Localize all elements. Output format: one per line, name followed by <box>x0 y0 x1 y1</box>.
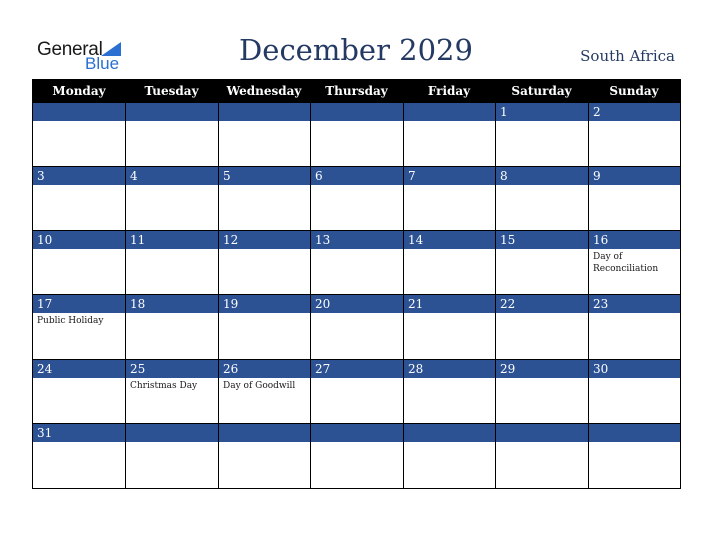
day-number: 6 <box>315 169 323 183</box>
logo-general-text: General <box>37 39 103 60</box>
day-cell <box>218 295 310 359</box>
weekday-header-sunday: Sunday <box>609 84 659 98</box>
calendar-week-row <box>33 231 680 295</box>
day-cell <box>403 295 495 359</box>
calendar-grid <box>32 79 681 489</box>
calendar-week-row <box>33 295 680 359</box>
weekday-header-wednesday: Wednesday <box>226 84 302 98</box>
row-divider <box>33 294 680 295</box>
row-divider <box>33 166 680 167</box>
day-number: 12 <box>223 233 239 247</box>
day-cell <box>218 167 310 231</box>
day-cell <box>495 424 588 488</box>
day-cell <box>33 167 125 231</box>
day-cell <box>588 424 680 488</box>
day-number: 29 <box>500 362 516 376</box>
day-cell <box>495 360 588 424</box>
day-cell <box>310 167 403 231</box>
day-cell <box>218 231 310 295</box>
weekday-header-monday: Monday <box>52 84 106 98</box>
day-cell <box>495 295 588 359</box>
weekday-header-saturday: Saturday <box>511 84 572 98</box>
day-cell <box>125 360 218 424</box>
day-number: 21 <box>408 297 424 311</box>
day-cell <box>125 103 218 167</box>
day-number: 5 <box>223 169 231 183</box>
day-cell <box>403 167 495 231</box>
day-cell <box>495 231 588 295</box>
day-number: 19 <box>223 297 239 311</box>
day-number: 9 <box>593 169 601 183</box>
holiday-label: Public Holiday <box>37 316 104 326</box>
day-number: 30 <box>593 362 609 376</box>
day-cell <box>588 360 680 424</box>
day-cell <box>310 360 403 424</box>
row-divider <box>33 359 680 360</box>
day-number: 27 <box>315 362 331 376</box>
day-cell <box>33 360 125 424</box>
day-cell <box>218 360 310 424</box>
logo-blue-text: Blue <box>85 54 120 73</box>
row-divider <box>33 102 680 103</box>
day-cell <box>588 231 680 295</box>
weekday-header-tuesday: Tuesday <box>144 84 199 98</box>
day-cell <box>403 360 495 424</box>
weekday-header-thursday: Thursday <box>325 84 388 98</box>
day-cell <box>310 295 403 359</box>
day-cell <box>403 231 495 295</box>
day-number: 4 <box>130 169 138 183</box>
day-cell <box>310 231 403 295</box>
day-number: 31 <box>37 426 53 440</box>
day-number: 15 <box>500 233 516 247</box>
day-number: 26 <box>223 362 239 376</box>
calendar-week-row <box>33 167 680 231</box>
row-divider <box>33 230 680 231</box>
day-number: 3 <box>37 169 45 183</box>
weekday-header-row <box>33 80 680 102</box>
day-number: 24 <box>37 362 53 376</box>
holiday-label: Day of Goodwill <box>223 381 296 391</box>
day-number: 14 <box>408 233 424 247</box>
day-number: 18 <box>130 297 146 311</box>
calendar-week-row <box>33 424 680 488</box>
day-cell <box>33 295 125 359</box>
day-cell <box>310 424 403 488</box>
day-cell <box>218 103 310 167</box>
day-number: 11 <box>130 233 146 247</box>
day-cell <box>588 295 680 359</box>
day-cell <box>125 167 218 231</box>
day-number: 23 <box>593 297 609 311</box>
day-cell <box>403 424 495 488</box>
day-number: 10 <box>37 233 53 247</box>
page-title: December 2029 <box>239 33 473 67</box>
country-label: South Africa <box>580 47 675 65</box>
day-cell <box>125 231 218 295</box>
day-number: 1 <box>500 105 508 119</box>
day-cell <box>495 103 588 167</box>
day-number: 13 <box>315 233 331 247</box>
day-cell <box>218 424 310 488</box>
day-cell <box>310 103 403 167</box>
day-cell <box>125 424 218 488</box>
day-cell <box>588 167 680 231</box>
day-number: 17 <box>37 297 53 311</box>
holiday-label: Day of Reconciliation <box>593 252 659 274</box>
day-cell <box>33 424 125 488</box>
day-number: 8 <box>500 169 508 183</box>
day-number: 16 <box>593 233 609 247</box>
day-number: 20 <box>315 297 331 311</box>
day-number: 28 <box>408 362 424 376</box>
day-cell <box>495 167 588 231</box>
day-cell <box>33 103 125 167</box>
day-number: 7 <box>408 169 416 183</box>
weekday-header-friday: Friday <box>427 84 471 98</box>
day-number: 2 <box>593 105 601 119</box>
day-cell <box>125 295 218 359</box>
day-cell <box>403 103 495 167</box>
day-cell <box>33 231 125 295</box>
holiday-label: Christmas Day <box>130 381 198 391</box>
day-number: 22 <box>500 297 516 311</box>
calendar-week-row <box>33 103 680 167</box>
day-cell <box>588 103 680 167</box>
day-number: 25 <box>130 362 146 376</box>
row-divider <box>33 423 680 424</box>
calendar-week-row <box>33 360 680 424</box>
